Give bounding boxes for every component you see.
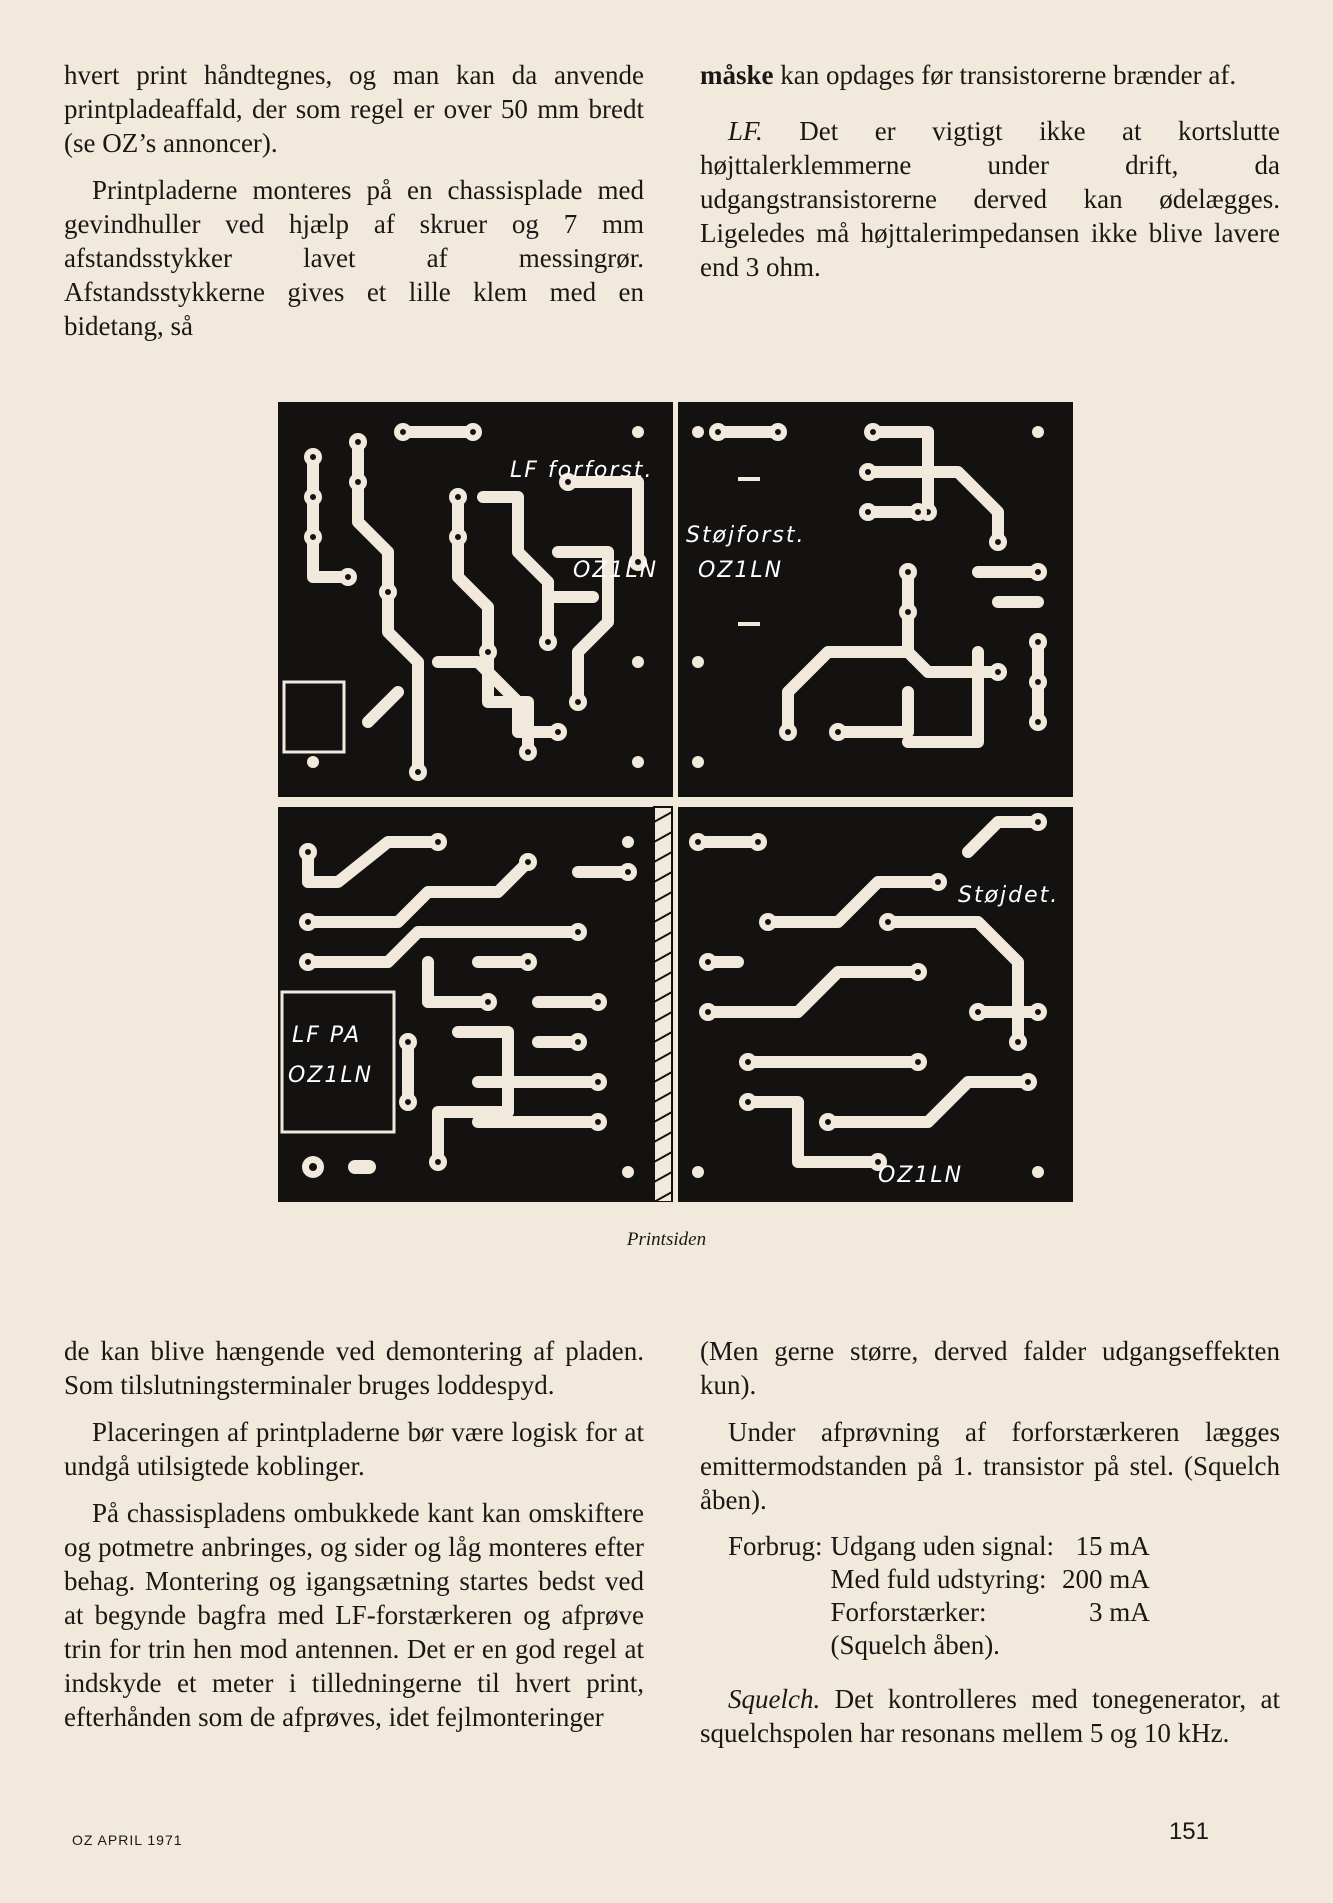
figure-caption: Printsiden <box>626 1229 707 1250</box>
paragraph <box>700 58 1280 92</box>
spec-value: 3 mA <box>1088 1597 1150 1627</box>
top-right-column <box>700 58 1280 297</box>
spec-row <box>728 1530 1150 1563</box>
bottom-left-column <box>64 1334 644 1747</box>
top-left-column <box>64 58 644 356</box>
paragraph: På chassispladens ombukkede kant kan omskiftere og potmetre anbringes, og sider og låg monteres efter behag. Montering og igangsætning startes bedst ved at begynde bagfra med LF-forstærkeren og afprøve trin for trin hen mod antennen. Det er en god regel at indskyde et meter i tilledningerne til hvert print, efterhånden som de afprøves, idet fejlmonteringer <box>64 1498 644 1732</box>
paragraph: hvert print håndtegnes, og man kan da anvende printpladeaffald, der som regel er over 50 mm bredt (se OZ’s annoncer). <box>64 60 644 158</box>
paragraph: de kan blive hængende ved demontering af pladen. Som tilslutningsterminaler bruges loddespyd. <box>64 1336 644 1400</box>
spec-row <box>728 1629 1150 1662</box>
blank-pad-board-3 <box>282 992 394 1132</box>
footer-issue: OZ APRIL 1971 <box>72 1832 183 1848</box>
paragraph: Under afprøvning af forforstærkeren lægges emittermodstanden på 1. transistor på stel. (Squelch åben). <box>700 1417 1280 1515</box>
pcb-artwork <box>278 402 1073 1202</box>
spec-value: 200 mA <box>1061 1564 1150 1594</box>
page-number: 151 <box>1168 1818 1209 1845</box>
consumption-table <box>728 1530 1150 1662</box>
paragraph <box>700 114 1280 284</box>
blank-pad-board-1 <box>284 682 344 752</box>
spec-name: Udgang uden signal: <box>830 1531 1054 1561</box>
label-oz1ln: OZ1LN <box>698 558 784 583</box>
consumption-spec <box>728 1530 1280 1662</box>
label-oz1ln: OZ1LN <box>288 1063 374 1088</box>
paragraph-text: Det er vigtigt ikke at kortslutte højttalerklemmerne under drift, da udgangstransistorerne derved kan ødelægges. Ligeledes må højttalerimpedansen ikke blive lavere end 3 ohm. <box>700 116 1280 282</box>
pcb-figure <box>278 402 1073 1202</box>
section-lead: LF. <box>728 116 763 146</box>
bottom-right-column <box>700 1334 1280 1763</box>
spec-label: Forbrug: <box>728 1531 823 1561</box>
label-stoj-det: Støjdet. <box>958 883 1060 908</box>
label-lf-pa: LF PA <box>292 1023 362 1048</box>
label-oz1ln: OZ1LN <box>878 1163 964 1188</box>
paragraph: (Men gerne større, derved falder udgangseffekten kun). <box>700 1336 1280 1400</box>
paragraph-text: Det kontrolleres med tonegenerator, at squelchspolen har resonans mellem 5 og 10 kHz. <box>700 1684 1280 1748</box>
paragraph: Placeringen af printpladerne bør være logisk for at undgå utilsigtede koblinger. <box>64 1417 644 1481</box>
spec-row <box>728 1563 1150 1596</box>
spec-name: Med fuld udstyring: <box>830 1564 1047 1594</box>
spec-value: 15 mA <box>1075 1531 1150 1561</box>
label-oz1ln: OZ1LN <box>573 558 659 583</box>
label-lf-forforst: LF forforst. <box>510 458 654 483</box>
spec-row <box>728 1596 1150 1629</box>
spec-name: Forforstærker: <box>830 1597 987 1627</box>
paragraph <box>700 1682 1280 1750</box>
spec-note: (Squelch åben). <box>830 1630 1000 1660</box>
label-stoj-forst: Støjforst. <box>686 523 806 548</box>
section-lead: Squelch. <box>728 1684 821 1714</box>
paragraph-text: kan opdages før transistorerne brænder af. <box>773 60 1237 90</box>
paragraph: Printpladerne monteres på en chassisplade med gevindhuller ved hjælp af skruer og 7 mm afstandsstykker lavet af messingrør. Afstandsstykkerne gives et lille klem med en bidetang, så <box>64 175 644 341</box>
bold-word: måske <box>700 60 774 90</box>
hatched-divider <box>654 807 672 1202</box>
